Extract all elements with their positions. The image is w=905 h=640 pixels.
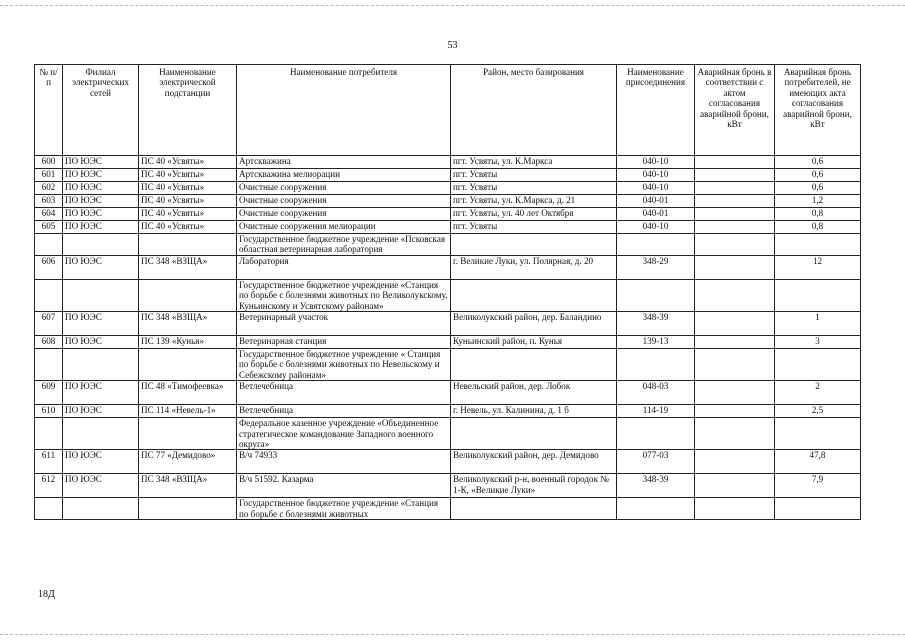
- backup-act-cell: [695, 234, 775, 256]
- row-number: [35, 498, 63, 520]
- substation-cell: ПС 114 «Невель-1»: [139, 405, 237, 418]
- backup-act-cell: [695, 312, 775, 336]
- backup-act-cell: [695, 255, 775, 279]
- substation-cell: ПС 40 «Усвяты»: [139, 169, 237, 182]
- location-cell: г. Великие Луки, ул. Полярная, д. 20: [451, 255, 617, 279]
- consumer-cell: Государственное бюджетное учреждение «Псковская областная ветеринарная лаборатория: [237, 234, 451, 256]
- table-row: [35, 336, 861, 349]
- connection-cell: 040-10: [617, 156, 695, 169]
- header-backup-act: Аварийная бронь в соответствии с актом согласования аварийной брони, кВт: [695, 65, 775, 156]
- consumer-cell: Очистные сооружения мелиорации: [237, 221, 451, 234]
- backup-act-cell: [695, 182, 775, 195]
- page-number: 53: [447, 40, 458, 51]
- row-number: 600: [35, 156, 63, 169]
- substation-cell: [139, 279, 237, 311]
- row-number: 605: [35, 221, 63, 234]
- header-substation: Наименование электрической подстанции: [139, 65, 237, 156]
- header-backup-no-act: Аварийная бронь потребителей, не имеющих акта согласования аварийной брони, кВт: [775, 65, 861, 156]
- substation-cell: ПС 40 «Усвяты»: [139, 221, 237, 234]
- location-cell: Невельский район, дер. Лобок: [451, 381, 617, 405]
- backup-no-act-cell: 7,9: [775, 474, 861, 498]
- row-number: [35, 349, 63, 381]
- substation-cell: [139, 349, 237, 381]
- substation-cell: ПС 348 «ВЗЩА»: [139, 255, 237, 279]
- connection-cell: [617, 349, 695, 381]
- location-cell: пгт. Усвяты, ул. К.Маркса: [451, 156, 617, 169]
- consumer-table: [34, 64, 861, 520]
- branch-cell: ПО ЮЭС: [63, 221, 139, 234]
- backup-act-cell: [695, 156, 775, 169]
- row-number: 601: [35, 169, 63, 182]
- header-branch: Филиал электрических сетей: [63, 65, 139, 156]
- substation-cell: ПС 348 «ВЗЩА»: [139, 312, 237, 336]
- consumer-cell: Государственное бюджетное учреждение «Станция по борьбе с болезнями животных по Великолукскому, Куньинскому и Усвятскому районам»: [237, 279, 451, 311]
- location-cell: Великолукский р-н, военный городок № 1-К, «Великие Луки»: [451, 474, 617, 498]
- consumer-cell: В/ч 51592. Казарма: [237, 474, 451, 498]
- branch-cell: ПО ЮЭС: [63, 381, 139, 405]
- bottom-scan-border: [0, 634, 905, 635]
- consumer-cell: Лаборатория: [237, 255, 451, 279]
- location-cell: пгт. Усвяты, ул. 40 лет Октября: [451, 208, 617, 221]
- connection-cell: 139-13: [617, 336, 695, 349]
- location-cell: пгт. Усвяты: [451, 169, 617, 182]
- backup-no-act-cell: [775, 234, 861, 256]
- substation-cell: [139, 418, 237, 450]
- table-row: [35, 221, 861, 234]
- substation-cell: ПС 77 «Демидово»: [139, 450, 237, 474]
- row-number: 609: [35, 381, 63, 405]
- table-row: [35, 169, 861, 182]
- organization-header-row: [35, 498, 861, 520]
- backup-no-act-cell: 2: [775, 381, 861, 405]
- backup-no-act-cell: 0,6: [775, 169, 861, 182]
- branch-cell: [63, 498, 139, 520]
- consumer-cell: Очистные сооружения: [237, 208, 451, 221]
- location-cell: [451, 279, 617, 311]
- connection-cell: 348-29: [617, 255, 695, 279]
- backup-no-act-cell: 3: [775, 336, 861, 349]
- backup-no-act-cell: [775, 279, 861, 311]
- consumer-cell: Ветеринарная станция: [237, 336, 451, 349]
- location-cell: Куньинский район, п. Кунья: [451, 336, 617, 349]
- table-row: [35, 405, 861, 418]
- branch-cell: [63, 234, 139, 256]
- backup-no-act-cell: 1: [775, 312, 861, 336]
- connection-cell: [617, 498, 695, 520]
- backup-no-act-cell: 0,8: [775, 208, 861, 221]
- row-number: 611: [35, 450, 63, 474]
- connection-cell: 040-10: [617, 182, 695, 195]
- consumer-cell: В/ч 74933: [237, 450, 451, 474]
- row-number: 610: [35, 405, 63, 418]
- substation-cell: ПС 40 «Усвяты»: [139, 208, 237, 221]
- connection-cell: 040-01: [617, 208, 695, 221]
- connection-cell: [617, 418, 695, 450]
- connection-cell: [617, 234, 695, 256]
- table-row: [35, 312, 861, 336]
- location-cell: пгт. Усвяты: [451, 182, 617, 195]
- consumer-cell: Государственное бюджетное учреждение « Станция по борьбе с болезнями животных по Невельскому и Себежскому районам»: [237, 349, 451, 381]
- location-cell: пгт. Усвяты, ул. К.Маркса, д. 21: [451, 195, 617, 208]
- backup-act-cell: [695, 195, 775, 208]
- backup-act-cell: [695, 381, 775, 405]
- row-number: 606: [35, 255, 63, 279]
- connection-cell: 040-10: [617, 221, 695, 234]
- row-number: 607: [35, 312, 63, 336]
- consumer-cell: Очистные сооружения: [237, 182, 451, 195]
- header-connection: Наименование присоединения: [617, 65, 695, 156]
- consumer-cell: Федеральное казенное учреждение «Объединенное стратегическое командование Западного военного округа»: [237, 418, 451, 450]
- branch-cell: ПО ЮЭС: [63, 450, 139, 474]
- location-cell: пгт. Усвяты: [451, 221, 617, 234]
- row-number: [35, 234, 63, 256]
- location-cell: Великолукский район, дер. Демидово: [451, 450, 617, 474]
- backup-act-cell: [695, 450, 775, 474]
- backup-act-cell: [695, 405, 775, 418]
- consumer-cell: Ветлечебница: [237, 405, 451, 418]
- backup-no-act-cell: [775, 349, 861, 381]
- substation-cell: [139, 498, 237, 520]
- branch-cell: ПО ЮЭС: [63, 156, 139, 169]
- substation-cell: [139, 234, 237, 256]
- table-row: [35, 195, 861, 208]
- header-consumer: Наименование потребителя: [237, 65, 451, 156]
- backup-act-cell: [695, 418, 775, 450]
- backup-no-act-cell: 12: [775, 255, 861, 279]
- row-number: 608: [35, 336, 63, 349]
- row-number: 604: [35, 208, 63, 221]
- header-location: Район, место базирования: [451, 65, 617, 156]
- backup-act-cell: [695, 169, 775, 182]
- branch-cell: [63, 349, 139, 381]
- substation-cell: ПС 348 «ВЗЩА»: [139, 474, 237, 498]
- consumer-cell: Артскважина: [237, 156, 451, 169]
- connection-cell: 077-03: [617, 450, 695, 474]
- row-number: 603: [35, 195, 63, 208]
- backup-no-act-cell: 2,5: [775, 405, 861, 418]
- backup-act-cell: [695, 474, 775, 498]
- top-scan-border: [0, 5, 905, 6]
- table-header-row: [35, 65, 861, 156]
- connection-cell: 048-03: [617, 381, 695, 405]
- branch-cell: ПО ЮЭС: [63, 405, 139, 418]
- table-row: [35, 450, 861, 474]
- consumer-cell: Очистные сооружения: [237, 195, 451, 208]
- branch-cell: ПО ЮЭС: [63, 169, 139, 182]
- connection-cell: 040-10: [617, 169, 695, 182]
- backup-no-act-cell: 0,6: [775, 182, 861, 195]
- location-cell: г. Невель, ул. Калинина, д. 1 б: [451, 405, 617, 418]
- backup-no-act-cell: 0,6: [775, 156, 861, 169]
- table-row: [35, 208, 861, 221]
- header-number: № п/п: [35, 65, 63, 156]
- backup-no-act-cell: 1,2: [775, 195, 861, 208]
- backup-act-cell: [695, 498, 775, 520]
- branch-cell: ПО ЮЭС: [63, 336, 139, 349]
- table-body: [35, 156, 861, 520]
- branch-cell: ПО ЮЭС: [63, 255, 139, 279]
- organization-header-row: [35, 418, 861, 450]
- connection-cell: 348-39: [617, 474, 695, 498]
- connection-cell: 114-19: [617, 405, 695, 418]
- consumer-cell: Государственное бюджетное учреждение «Станция по борьбе с болезнями животных: [237, 498, 451, 520]
- branch-cell: [63, 279, 139, 311]
- consumer-cell: Артскважина мелиорации: [237, 169, 451, 182]
- backup-no-act-cell: 47,8: [775, 450, 861, 474]
- substation-cell: ПС 48 «Тимофеевка»: [139, 381, 237, 405]
- row-number: 602: [35, 182, 63, 195]
- backup-act-cell: [695, 349, 775, 381]
- backup-no-act-cell: [775, 498, 861, 520]
- substation-cell: ПС 40 «Усвяты»: [139, 182, 237, 195]
- connection-cell: 348-39: [617, 312, 695, 336]
- table-row: [35, 381, 861, 405]
- backup-act-cell: [695, 336, 775, 349]
- backup-act-cell: [695, 208, 775, 221]
- branch-cell: ПО ЮЭС: [63, 312, 139, 336]
- consumer-cell: Ветеринарный участок: [237, 312, 451, 336]
- row-number: [35, 279, 63, 311]
- location-cell: [451, 234, 617, 256]
- organization-header-row: [35, 349, 861, 381]
- branch-cell: ПО ЮЭС: [63, 208, 139, 221]
- substation-cell: ПС 40 «Усвяты»: [139, 195, 237, 208]
- branch-cell: ПО ЮЭС: [63, 474, 139, 498]
- table-row: [35, 182, 861, 195]
- backup-no-act-cell: 0,8: [775, 221, 861, 234]
- backup-no-act-cell: [775, 418, 861, 450]
- organization-header-row: [35, 279, 861, 311]
- connection-cell: 040-01: [617, 195, 695, 208]
- substation-cell: ПС 139 «Кунья»: [139, 336, 237, 349]
- organization-header-row: [35, 234, 861, 256]
- branch-cell: [63, 418, 139, 450]
- consumer-cell: Ветлечебница: [237, 381, 451, 405]
- row-number: [35, 418, 63, 450]
- connection-cell: [617, 279, 695, 311]
- table-row: [35, 474, 861, 498]
- location-cell: [451, 498, 617, 520]
- footer-code: 18Д: [38, 589, 55, 600]
- substation-cell: ПС 40 «Усвяты»: [139, 156, 237, 169]
- branch-cell: ПО ЮЭС: [63, 195, 139, 208]
- backup-act-cell: [695, 279, 775, 311]
- row-number: 612: [35, 474, 63, 498]
- backup-act-cell: [695, 221, 775, 234]
- location-cell: [451, 349, 617, 381]
- location-cell: Великолукский район, дер. Баландино: [451, 312, 617, 336]
- branch-cell: ПО ЮЭС: [63, 182, 139, 195]
- table-row: [35, 156, 861, 169]
- location-cell: [451, 418, 617, 450]
- table-row: [35, 255, 861, 279]
